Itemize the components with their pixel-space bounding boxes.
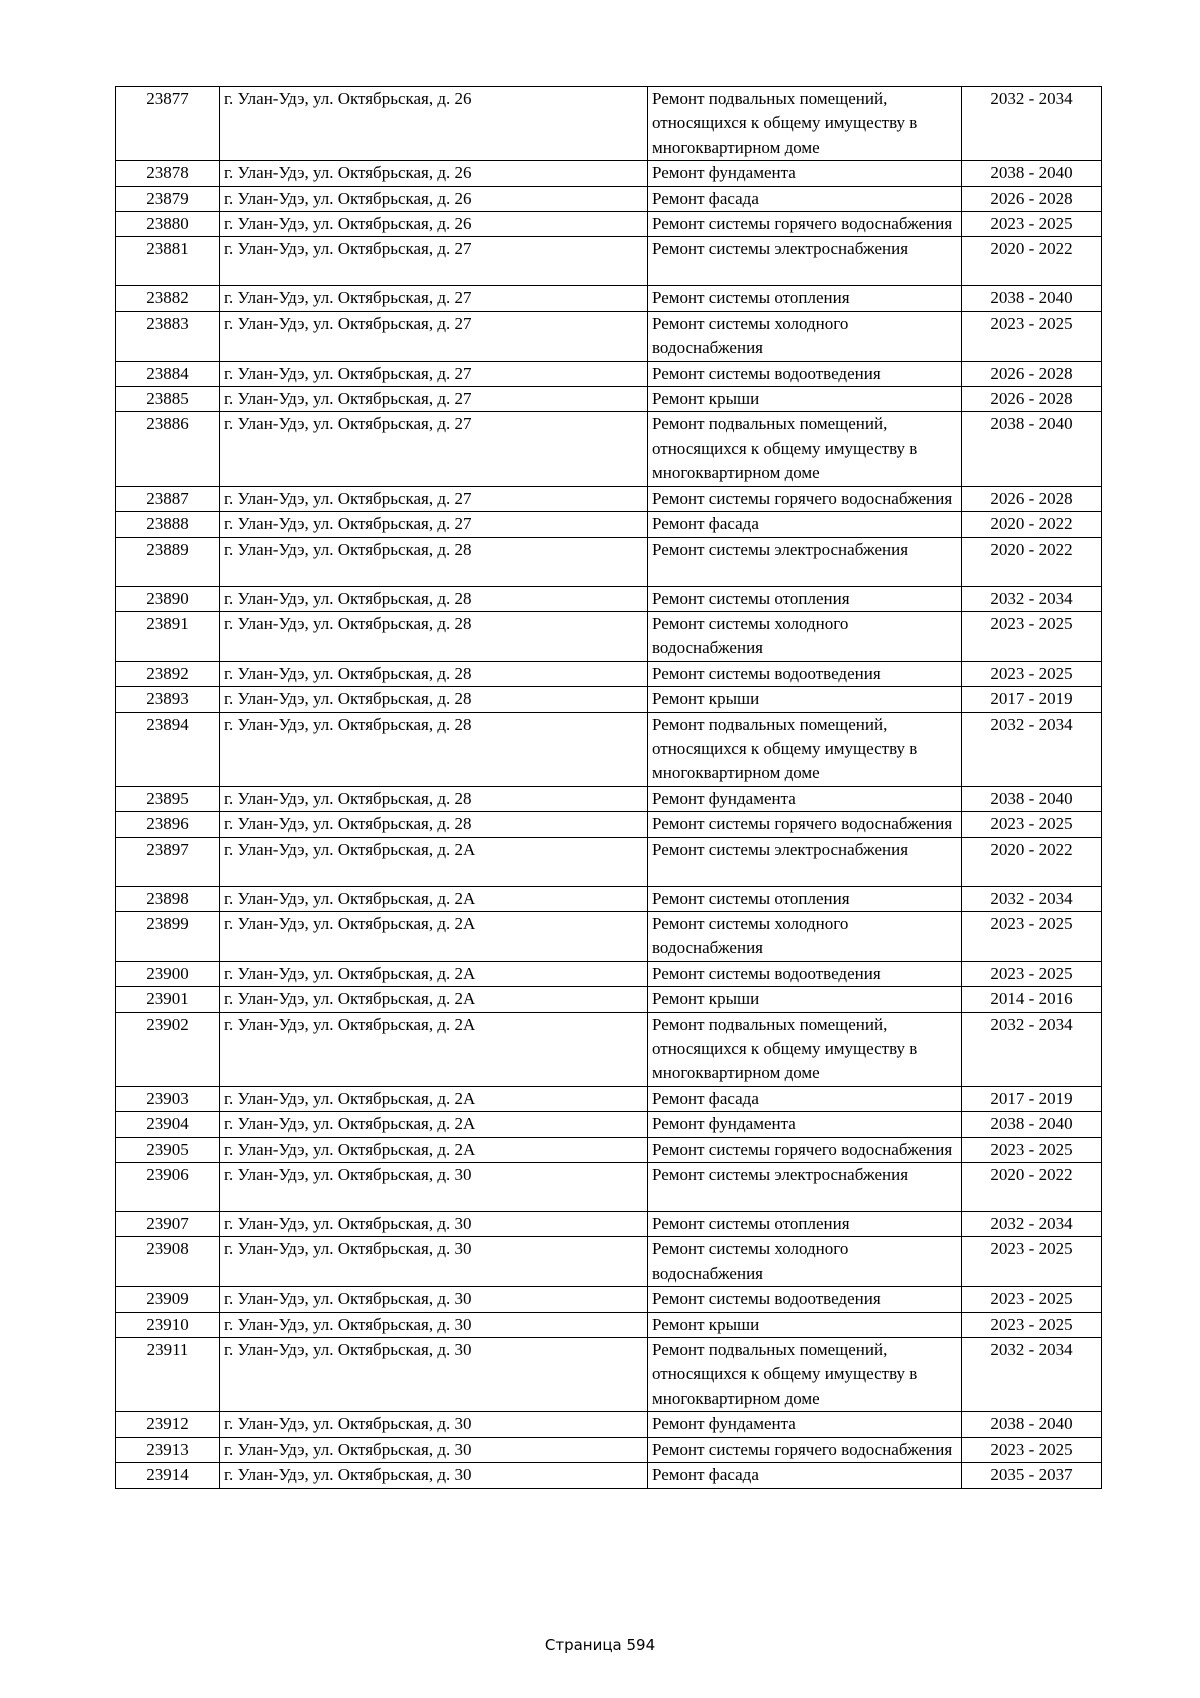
row-id-cell: 23892 [116,661,220,686]
work-type-cell: Ремонт фасада [648,1463,962,1488]
address-cell: г. Улан-Удэ, ул. Октябрьская, д. 2А [220,1112,648,1137]
work-type-cell: Ремонт фундамента [648,1112,962,1137]
address-cell: г. Улан-Удэ, ул. Октябрьская, д. 30 [220,1412,648,1437]
page-number: Страница 594 [544,1636,656,1654]
address-cell: г. Улан-Удэ, ул. Октябрьская, д. 27 [220,412,648,486]
period-cell: 2023 - 2025 [962,661,1102,686]
table-row [116,1086,1102,1111]
work-type-cell: Ремонт системы горячего водоснабжения [648,812,962,837]
table-row [116,1137,1102,1162]
row-id-cell: 23880 [116,212,220,237]
work-type-cell: Ремонт системы горячего водоснабжения [648,212,962,237]
work-type-cell: Ремонт фасада [648,1086,962,1111]
address-cell: г. Улан-Удэ, ул. Октябрьская, д. 30 [220,1163,648,1212]
row-id-cell: 23905 [116,1137,220,1162]
table-row [116,661,1102,686]
table-row [116,186,1102,211]
row-id-cell: 23898 [116,886,220,911]
row-id-cell: 23902 [116,1012,220,1086]
row-id-cell: 23888 [116,512,220,537]
table-row [116,87,1102,161]
period-cell: 2014 - 2016 [962,987,1102,1012]
row-id-cell: 23887 [116,486,220,511]
address-cell: г. Улан-Удэ, ул. Октябрьская, д. 26 [220,87,648,161]
period-cell: 2023 - 2025 [962,1437,1102,1462]
row-id-cell: 23906 [116,1163,220,1212]
work-type-cell: Ремонт крыши [648,987,962,1012]
work-type-cell: Ремонт системы отопления [648,886,962,911]
row-id-cell: 23910 [116,1312,220,1337]
period-cell: 2023 - 2025 [962,812,1102,837]
table-row [116,886,1102,911]
work-type-cell: Ремонт фасада [648,186,962,211]
row-id-cell: 23890 [116,586,220,611]
address-cell: г. Улан-Удэ, ул. Октябрьская, д. 28 [220,687,648,712]
work-type-cell: Ремонт системы горячего водоснабжения [648,486,962,511]
row-id-cell: 23901 [116,987,220,1012]
table-row [116,1312,1102,1337]
row-id-cell: 23914 [116,1463,220,1488]
period-cell: 2038 - 2040 [962,412,1102,486]
period-cell: 2023 - 2025 [962,1237,1102,1287]
work-type-cell: Ремонт системы горячего водоснабжения [648,1437,962,1462]
row-id-cell: 23879 [116,186,220,211]
work-type-cell: Ремонт системы электроснабжения [648,237,962,286]
work-type-cell: Ремонт системы отопления [648,286,962,311]
table-row [116,961,1102,986]
work-type-cell: Ремонт системы холодного водоснабжения [648,611,962,661]
row-id-cell: 23904 [116,1112,220,1137]
period-cell: 2035 - 2037 [962,1463,1102,1488]
period-cell: 2017 - 2019 [962,1086,1102,1111]
row-id-cell: 23900 [116,961,220,986]
period-cell: 2032 - 2034 [962,1212,1102,1237]
period-cell: 2032 - 2034 [962,87,1102,161]
address-cell: г. Улан-Удэ, ул. Октябрьская, д. 2А [220,886,648,911]
row-id-cell: 23881 [116,237,220,286]
address-cell: г. Улан-Удэ, ул. Октябрьская, д. 30 [220,1338,648,1412]
period-cell: 2020 - 2022 [962,837,1102,886]
work-type-cell: Ремонт фасада [648,512,962,537]
address-cell: г. Улан-Удэ, ул. Октябрьская, д. 2А [220,911,648,961]
period-cell: 2032 - 2034 [962,1012,1102,1086]
work-type-cell: Ремонт системы водоотведения [648,1287,962,1312]
table-row [116,1112,1102,1137]
row-id-cell: 23893 [116,687,220,712]
row-id-cell: 23912 [116,1412,220,1437]
address-cell: г. Улан-Удэ, ул. Октябрьская, д. 30 [220,1312,648,1337]
address-cell: г. Улан-Удэ, ул. Октябрьская, д. 2А [220,1012,648,1086]
work-type-cell: Ремонт системы отопления [648,1212,962,1237]
row-id-cell: 23891 [116,611,220,661]
address-cell: г. Улан-Удэ, ул. Октябрьская, д. 27 [220,286,648,311]
address-cell: г. Улан-Удэ, ул. Октябрьская, д. 30 [220,1437,648,1462]
table-row [116,1163,1102,1212]
address-cell: г. Улан-Удэ, ул. Октябрьская, д. 2А [220,837,648,886]
row-id-cell: 23882 [116,286,220,311]
period-cell: 2026 - 2028 [962,486,1102,511]
row-id-cell: 23885 [116,387,220,412]
work-type-cell: Ремонт системы электроснабжения [648,537,962,586]
work-type-cell: Ремонт подвальных помещений, относящихся к общему имуществу в многоквартирном доме [648,1338,962,1412]
table-row [116,1437,1102,1462]
row-id-cell: 23903 [116,1086,220,1111]
table-row [116,161,1102,186]
table-row [116,837,1102,886]
row-id-cell: 23886 [116,412,220,486]
work-type-cell: Ремонт подвальных помещений, относящихся к общему имуществу в многоквартирном доме [648,87,962,161]
address-cell: г. Улан-Удэ, ул. Октябрьская, д. 26 [220,212,648,237]
table-row [116,286,1102,311]
row-id-cell: 23878 [116,161,220,186]
address-cell: г. Улан-Удэ, ул. Октябрьская, д. 30 [220,1287,648,1312]
address-cell: г. Улан-Удэ, ул. Октябрьская, д. 28 [220,661,648,686]
period-cell: 2020 - 2022 [962,537,1102,586]
address-cell: г. Улан-Удэ, ул. Октябрьская, д. 2А [220,987,648,1012]
row-id-cell: 23883 [116,311,220,361]
table-row [116,1287,1102,1312]
period-cell: 2038 - 2040 [962,1412,1102,1437]
period-cell: 2038 - 2040 [962,1112,1102,1137]
row-id-cell: 23909 [116,1287,220,1312]
work-type-cell: Ремонт крыши [648,387,962,412]
address-cell: г. Улан-Удэ, ул. Октябрьская, д. 2А [220,1086,648,1111]
table-row [116,512,1102,537]
table-row [116,1463,1102,1488]
work-type-cell: Ремонт подвальных помещений, относящихся к общему имуществу в многоквартирном доме [648,1012,962,1086]
work-type-cell: Ремонт крыши [648,1312,962,1337]
address-cell: г. Улан-Удэ, ул. Октябрьская, д. 30 [220,1212,648,1237]
row-id-cell: 23897 [116,837,220,886]
period-cell: 2032 - 2034 [962,886,1102,911]
address-cell: г. Улан-Удэ, ул. Октябрьская, д. 30 [220,1237,648,1287]
work-type-cell: Ремонт крыши [648,687,962,712]
work-type-cell: Ремонт фундамента [648,1412,962,1437]
row-id-cell: 23911 [116,1338,220,1412]
table-row [116,1412,1102,1437]
table-row [116,361,1102,386]
period-cell: 2023 - 2025 [962,1137,1102,1162]
address-cell: г. Улан-Удэ, ул. Октябрьская, д. 26 [220,186,648,211]
table-row [116,987,1102,1012]
row-id-cell: 23908 [116,1237,220,1287]
address-cell: г. Улан-Удэ, ул. Октябрьская, д. 30 [220,1463,648,1488]
row-id-cell: 23895 [116,786,220,811]
period-cell: 2038 - 2040 [962,161,1102,186]
address-cell: г. Улан-Удэ, ул. Октябрьская, д. 28 [220,812,648,837]
period-cell: 2020 - 2022 [962,237,1102,286]
table-row [116,712,1102,786]
repair-schedule-table [115,86,1102,1489]
period-cell: 2023 - 2025 [962,961,1102,986]
row-id-cell: 23894 [116,712,220,786]
table-row [116,1237,1102,1287]
period-cell: 2032 - 2034 [962,1338,1102,1412]
work-type-cell: Ремонт системы горячего водоснабжения [648,1137,962,1162]
row-id-cell: 23889 [116,537,220,586]
period-cell: 2020 - 2022 [962,512,1102,537]
table-row [116,786,1102,811]
row-id-cell: 23899 [116,911,220,961]
period-cell: 2032 - 2034 [962,712,1102,786]
work-type-cell: Ремонт системы холодного водоснабжения [648,311,962,361]
table-row [116,212,1102,237]
period-cell: 2023 - 2025 [962,311,1102,361]
period-cell: 2026 - 2028 [962,361,1102,386]
row-id-cell: 23913 [116,1437,220,1462]
row-id-cell: 23884 [116,361,220,386]
table-row [116,1012,1102,1086]
work-type-cell: Ремонт системы водоотведения [648,361,962,386]
address-cell: г. Улан-Удэ, ул. Октябрьская, д. 28 [220,537,648,586]
table-row [116,586,1102,611]
address-cell: г. Улан-Удэ, ул. Октябрьская, д. 27 [220,311,648,361]
table-row [116,412,1102,486]
table-row [116,911,1102,961]
address-cell: г. Улан-Удэ, ул. Октябрьская, д. 27 [220,387,648,412]
work-type-cell: Ремонт системы холодного водоснабжения [648,1237,962,1287]
address-cell: г. Улан-Удэ, ул. Октябрьская, д. 2А [220,961,648,986]
table-row [116,1338,1102,1412]
work-type-cell: Ремонт системы отопления [648,586,962,611]
period-cell: 2038 - 2040 [962,786,1102,811]
period-cell: 2026 - 2028 [962,186,1102,211]
work-type-cell: Ремонт системы электроснабжения [648,837,962,886]
address-cell: г. Улан-Удэ, ул. Октябрьская, д. 27 [220,486,648,511]
table-row [116,486,1102,511]
table-row [116,311,1102,361]
table-row [116,611,1102,661]
period-cell: 2023 - 2025 [962,611,1102,661]
table-row [116,237,1102,286]
row-id-cell: 23907 [116,1212,220,1237]
address-cell: г. Улан-Удэ, ул. Октябрьская, д. 28 [220,611,648,661]
work-type-cell: Ремонт фундамента [648,161,962,186]
address-cell: г. Улан-Удэ, ул. Октябрьская, д. 28 [220,712,648,786]
address-cell: г. Улан-Удэ, ул. Октябрьская, д. 2А [220,1137,648,1162]
address-cell: г. Улан-Удэ, ул. Октябрьская, д. 27 [220,361,648,386]
work-type-cell: Ремонт фундамента [648,786,962,811]
address-cell: г. Улан-Удэ, ул. Октябрьская, д. 28 [220,786,648,811]
table-row [116,387,1102,412]
period-cell: 2023 - 2025 [962,1312,1102,1337]
table-row [116,537,1102,586]
work-type-cell: Ремонт системы электроснабжения [648,1163,962,1212]
work-type-cell: Ремонт подвальных помещений, относящихся к общему имуществу в многоквартирном доме [648,712,962,786]
table-row [116,1212,1102,1237]
work-type-cell: Ремонт системы холодного водоснабжения [648,911,962,961]
period-cell: 2032 - 2034 [962,586,1102,611]
period-cell: 2023 - 2025 [962,212,1102,237]
work-type-cell: Ремонт подвальных помещений, относящихся к общему имуществу в многоквартирном доме [648,412,962,486]
table-body [116,87,1102,1489]
address-cell: г. Улан-Удэ, ул. Октябрьская, д. 27 [220,237,648,286]
period-cell: 2023 - 2025 [962,911,1102,961]
address-cell: г. Улан-Удэ, ул. Октябрьская, д. 26 [220,161,648,186]
work-type-cell: Ремонт системы водоотведения [648,961,962,986]
table-row [116,812,1102,837]
period-cell: 2020 - 2022 [962,1163,1102,1212]
row-id-cell: 23896 [116,812,220,837]
period-cell: 2038 - 2040 [962,286,1102,311]
period-cell: 2023 - 2025 [962,1287,1102,1312]
work-type-cell: Ремонт системы водоотведения [648,661,962,686]
address-cell: г. Улан-Удэ, ул. Октябрьская, д. 28 [220,586,648,611]
period-cell: 2017 - 2019 [962,687,1102,712]
row-id-cell: 23877 [116,87,220,161]
period-cell: 2026 - 2028 [962,387,1102,412]
address-cell: г. Улан-Удэ, ул. Октябрьская, д. 27 [220,512,648,537]
table-row [116,687,1102,712]
